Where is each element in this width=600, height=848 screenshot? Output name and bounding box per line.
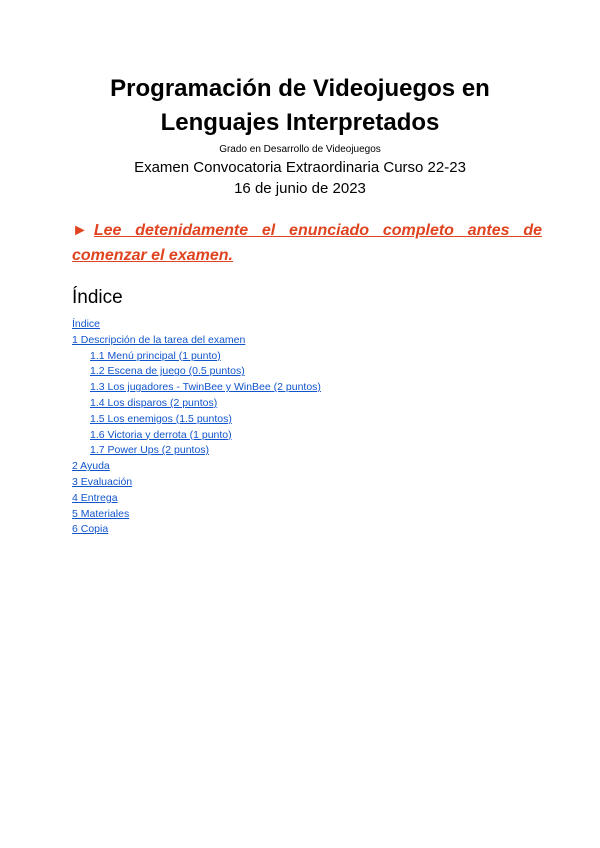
toc-item <box>72 443 321 459</box>
toc-item <box>72 522 321 538</box>
toc-item <box>72 428 321 444</box>
toc-link[interactable]: 1.2 Escena de juego (0.5 puntos) <box>90 365 245 378</box>
toc-link[interactable]: 6 Copia <box>72 523 109 536</box>
toc-item <box>72 349 321 365</box>
toc-item <box>72 491 321 507</box>
toc-link[interactable]: 1.5 Los enemigos (1.5 puntos) <box>90 412 232 425</box>
toc-item <box>72 475 321 491</box>
toc-item <box>72 317 321 333</box>
degree-subtitle: Grado en Desarrollo de Videojuegos <box>219 144 381 155</box>
toc-item <box>72 507 321 523</box>
exam-date: 16 de junio de 2023 <box>234 180 366 197</box>
toc-item <box>72 396 321 412</box>
toc-link[interactable]: 1 Descripción de la tarea del examen <box>72 333 246 346</box>
toc-link[interactable]: 2 Ayuda <box>72 460 110 473</box>
toc-item <box>72 364 321 380</box>
toc-link[interactable]: 1.4 Los disparos (2 puntos) <box>90 396 218 409</box>
document-title <box>40 72 560 140</box>
toc-item <box>72 412 321 428</box>
read-carefully-notice <box>72 218 542 268</box>
arrow-right-icon: ► <box>72 222 88 239</box>
toc-link[interactable]: Índice <box>72 318 101 330</box>
toc-item <box>72 459 321 475</box>
title-line-2: Lenguajes Interpretados <box>160 109 440 136</box>
toc-link[interactable]: 1.6 Victoria y derrota (1 punto) <box>90 428 232 441</box>
toc-link[interactable]: 3 Evaluación <box>72 475 133 488</box>
toc-item <box>72 380 321 396</box>
table-of-contents <box>72 317 321 538</box>
exam-name: Examen Convocatoria Extraordinaria Curso 22-23 <box>134 159 466 176</box>
notice-text: Lee detenidamente el enunciado completo antes de comenzar el examen. <box>72 222 542 264</box>
toc-link[interactable]: 1.1 Menú principal (1 punto) <box>90 349 221 362</box>
toc-item <box>72 333 321 349</box>
toc-link[interactable]: 1.3 Los jugadores - TwinBee y WinBee (2 puntos) <box>90 381 321 394</box>
toc-heading: Índice <box>72 287 123 308</box>
toc-link[interactable]: 4 Entrega <box>72 491 118 504</box>
toc-link[interactable]: 5 Materiales <box>72 507 130 520</box>
toc-link[interactable]: 1.7 Power Ups (2 puntos) <box>90 444 210 457</box>
title-line-1: Programación de Videojuegos en <box>110 75 490 102</box>
